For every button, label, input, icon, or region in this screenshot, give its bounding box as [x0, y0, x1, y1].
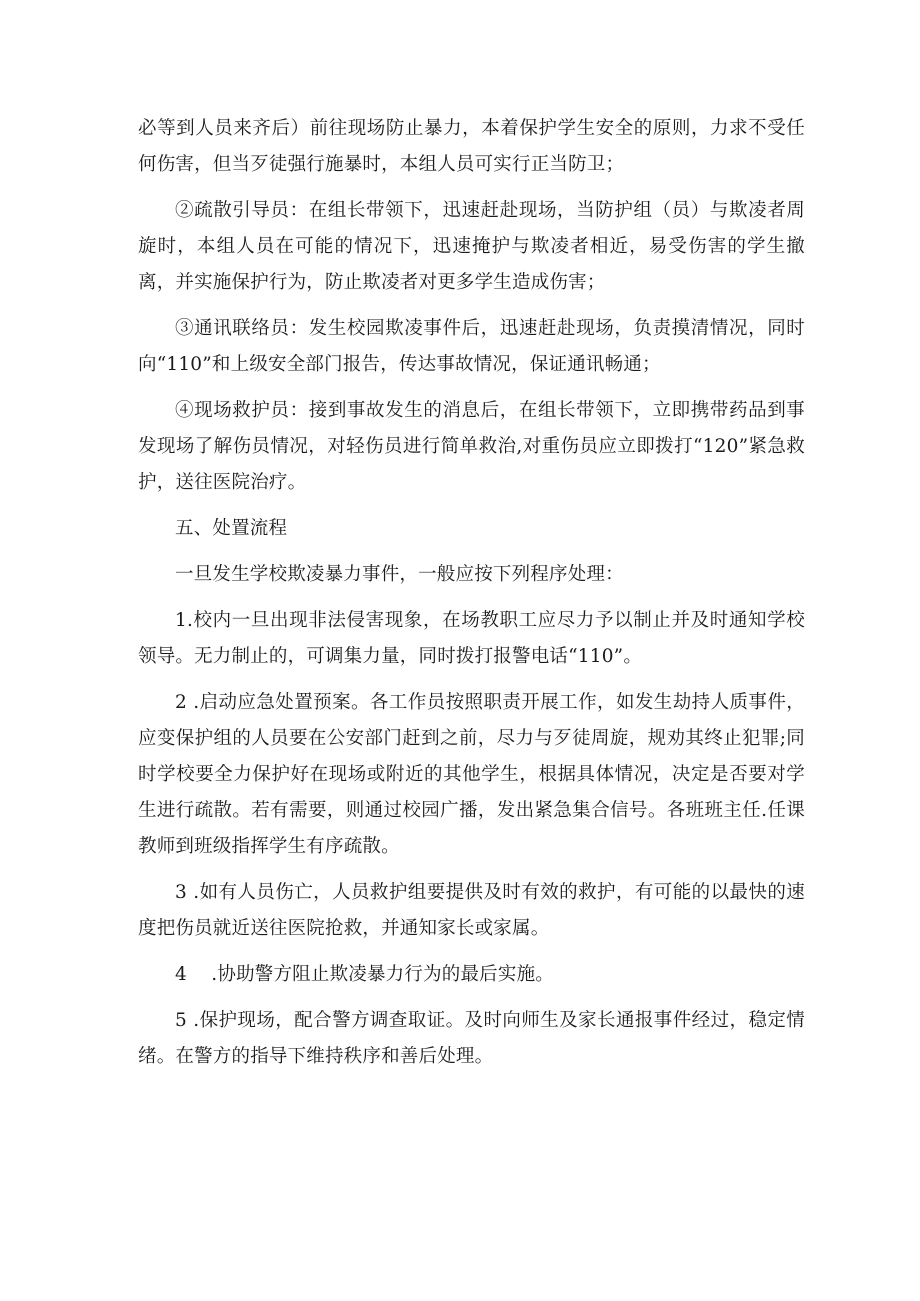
paragraph-continuation: 必等到人员来齐后）前往现场防止暴力，本着保护学生安全的原则，力求不受任何伤害，但当歹徒强行施暴时，本组人员可实行正当防卫；	[138, 118, 805, 175]
paragraph-procedure-intro: 一旦发生学校欺凌暴力事件，一般应按下列程序处理：	[175, 564, 624, 585]
list-item-step-3: 3 .如有人员伤亡，人员救护组要提供及时有效的救护，有可能的以最快的速度把伤员就近送往医院抢救，并通知家长或家属。	[138, 882, 805, 939]
paragraph-evacuation-guide: ②疏散引导员：在组长带领下，迅速赶赴现场，当防护组（员）与欺凌者周旋时，本组人员在可能的情况下，迅速掩护与欺凌者相近，易受伤害的学生撤离，并实施保护行为，防止欺凌者对更多学生造成伤害；	[138, 200, 805, 293]
section-heading-procedure: 五、处置流程	[175, 518, 288, 539]
list-item-step-2: 2 .启动应急处置预案。各工作员按照职责开展工作，如发生劫持人质事件，应变保护组的人员要在公安部门赶到之前，尽力与歹徒周旋，规劝其终止犯罪;同时学校要全力保护好在现场或附近的其他学生，根据具体情况，决定是否要对学生进行疏散。若有需要，则通过校园广播，发出紧急集合信号。各班班主任.任课教师到班级指挥学生有序疏散。	[138, 692, 805, 857]
paragraph-onsite-rescuer: ④现场救护员：接到事故发生的消息后，在组长带领下，立即携带药品到事发现场了解伤员情况，对轻伤员进行简单救治,对重伤员应立即拨打“120”紧急救护，送往医院治疗。	[138, 400, 805, 493]
list-item-step-4: 4 .协助警方阻止欺凌暴力行为的最后实施。	[175, 964, 554, 985]
list-item-step-5: 5 .保护现场，配合警方调查取证。及时向师生及家长通报事件经过，稳定情绪。在警方的指导下维持秩序和善后处理。	[138, 1010, 805, 1067]
list-item-step-1: 1.校内一旦出现非法侵害现象，在场教职工应尽力予以制止并及时通知学校领导。无力制止的，可调集力量，同时拨打报警电话“110”。	[138, 610, 805, 667]
paragraph-communication-liaison: ③通讯联络员：发生校园欺凌事件后，迅速赶赴现场，负责摸清情况，同时向“110”和上级安全部门报告，传达事故情况，保证通讯畅通；	[138, 318, 805, 375]
